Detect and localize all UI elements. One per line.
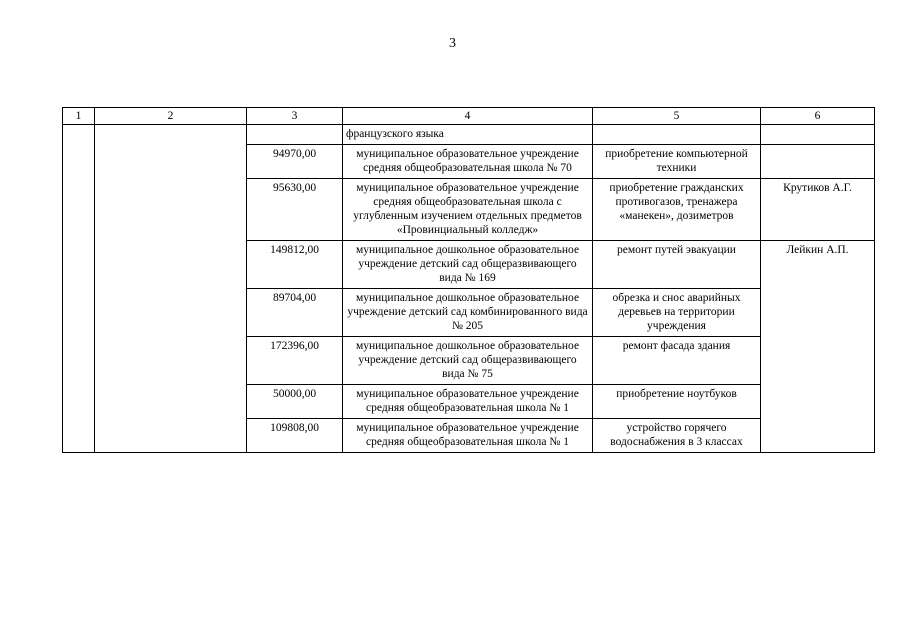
amount-cell: 109808,00: [247, 419, 343, 453]
institution-cell: муниципальное дошкольное образовательное учреждение детский сад общеразвивающего вида № 75: [343, 337, 593, 385]
purpose-cell: обрезка и снос аварийных деревьев на территории учреждения: [593, 289, 761, 337]
page-number: 3: [449, 36, 456, 51]
institution-cell: муниципальное образовательное учреждение средняя общеобразовательная школа № 70: [343, 145, 593, 179]
amount-cell: 95630,00: [247, 179, 343, 241]
row-number-cell: [63, 125, 95, 453]
institution-cell: муниципальное дошкольное образовательное учреждение детский сад комбинированного вида № 205: [343, 289, 593, 337]
amount-cell: [247, 125, 343, 145]
column-header-2: 2: [95, 108, 247, 125]
purpose-cell: устройство горячего водоснабжения в 3 классах: [593, 419, 761, 453]
amount-cell: 94970,00: [247, 145, 343, 179]
institution-cell: муниципальное образовательное учреждение средняя общеобразовательная школа с углубленным изучением отдельных предметов «Провинциальный колледж»: [343, 179, 593, 241]
purpose-cell: ремонт фасада здания: [593, 337, 761, 385]
column-header-3: 3: [247, 108, 343, 125]
amount-cell: 89704,00: [247, 289, 343, 337]
institution-cell: муниципальное дошкольное образовательное учреждение детский сад общеразвивающего вида № 169: [343, 241, 593, 289]
column-header-1: 1: [63, 108, 95, 125]
institution-cell: французского языка: [343, 125, 593, 145]
table-header-row: [63, 108, 875, 125]
institution-cell: муниципальное образовательное учреждение средняя общеобразовательная школа № 1: [343, 419, 593, 453]
column-header-6: 6: [761, 108, 875, 125]
amount-cell: 149812,00: [247, 241, 343, 289]
table-row: [63, 125, 875, 145]
column-header-4: 4: [343, 108, 593, 125]
recipient-group-cell: [95, 125, 247, 453]
purpose-cell: [593, 125, 761, 145]
purpose-cell: ремонт путей эвакуации: [593, 241, 761, 289]
purpose-cell: приобретение ноутбуков: [593, 385, 761, 419]
responsible-cell: Крутиков А.Г.: [761, 179, 875, 241]
responsible-cell: [761, 145, 875, 179]
amount-cell: 172396,00: [247, 337, 343, 385]
budget-allocation-table: [62, 107, 874, 453]
institution-cell: муниципальное образовательное учреждение средняя общеобразовательная школа № 1: [343, 385, 593, 419]
responsible-cell: Лейкин А.П.: [761, 241, 875, 453]
purpose-cell: приобретение компьютерной техники: [593, 145, 761, 179]
purpose-cell: приобретение гражданских противогазов, тренажера «манекен», дозиметров: [593, 179, 761, 241]
responsible-cell: [761, 125, 875, 145]
amount-cell: 50000,00: [247, 385, 343, 419]
column-header-5: 5: [593, 108, 761, 125]
